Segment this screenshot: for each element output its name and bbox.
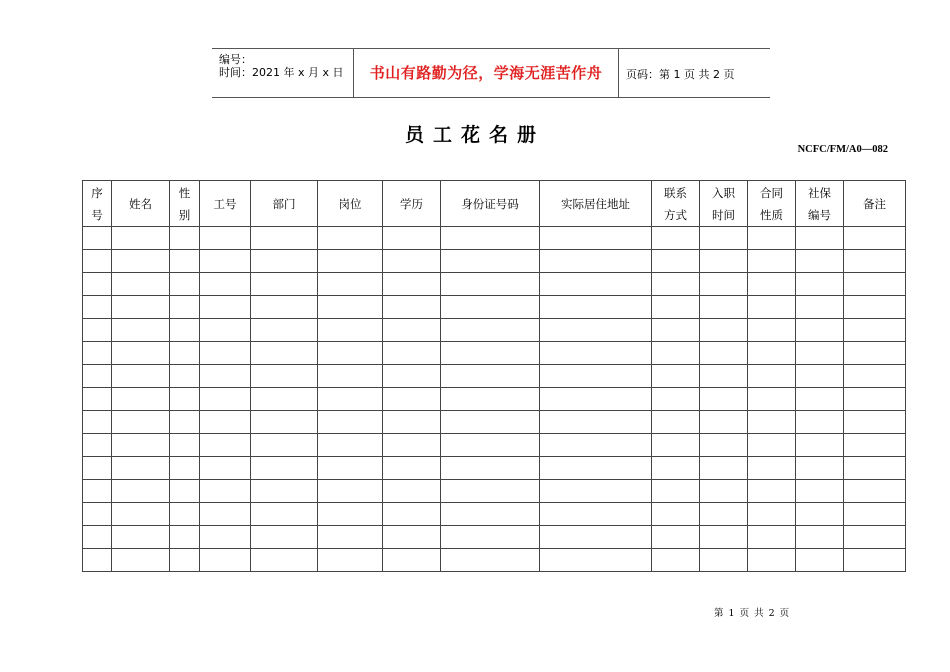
table-cell [652,319,700,342]
table-cell [318,434,383,457]
table-cell [441,296,540,319]
table-cell [251,319,318,342]
table-cell [251,227,318,250]
table-body [83,227,906,572]
table-cell [796,411,844,434]
table-cell [540,365,652,388]
table-cell [748,273,796,296]
table-cell [170,296,200,319]
table-cell [748,526,796,549]
table-cell [83,480,112,503]
table-cell [318,503,383,526]
employee-roster-table [82,180,906,572]
table-cell [200,342,251,365]
table-cell [200,273,251,296]
table-row [83,273,906,296]
table-cell [112,388,170,411]
table-cell [652,480,700,503]
table-cell [844,457,906,480]
table-cell [112,342,170,365]
table-cell [700,480,748,503]
table-cell [844,434,906,457]
table-cell [796,388,844,411]
table-cell [383,411,441,434]
table-cell [251,434,318,457]
table-cell [441,526,540,549]
table-cell [383,273,441,296]
page-title: 员工花名册 [404,124,545,146]
table-cell [844,342,906,365]
table-cell [796,227,844,250]
table-cell [200,434,251,457]
column-header: 入职 时间 [700,181,748,227]
table-cell [318,227,383,250]
table-cell [652,388,700,411]
table-cell [700,434,748,457]
table-cell [700,526,748,549]
table-cell [83,250,112,273]
table-cell [748,457,796,480]
column-header: 身份证号码 [441,181,540,227]
table-cell [652,273,700,296]
table-cell [318,296,383,319]
table-cell [652,342,700,365]
table-cell [652,549,700,572]
table-row [83,503,906,526]
table-cell [318,480,383,503]
table-cell [540,549,652,572]
table-cell [441,480,540,503]
table-cell [318,273,383,296]
table-cell [540,273,652,296]
table-cell [112,526,170,549]
column-header: 学历 [383,181,441,227]
table-cell [200,549,251,572]
header-page-label: 页码：第 1 页 共 2 页 [626,68,735,81]
table-cell [251,296,318,319]
table-row [83,342,906,365]
column-header: 姓名 [112,181,170,227]
table-cell [170,273,200,296]
table-cell [318,457,383,480]
table-cell [251,411,318,434]
table-cell [700,250,748,273]
table-cell [441,457,540,480]
table-cell [748,480,796,503]
table-cell [540,342,652,365]
table-cell [748,319,796,342]
table-cell [796,434,844,457]
table-row [83,227,906,250]
table-cell [318,342,383,365]
table-cell [441,411,540,434]
table-cell [170,319,200,342]
table-cell [796,250,844,273]
table-cell [112,434,170,457]
table-row [83,480,906,503]
table-cell [652,457,700,480]
table-cell [318,319,383,342]
table-cell [83,526,112,549]
table-cell [112,319,170,342]
table-cell [251,503,318,526]
table-cell [383,296,441,319]
column-header: 岗位 [318,181,383,227]
table-cell [700,342,748,365]
table-cell [844,365,906,388]
table-cell [540,457,652,480]
table-cell [251,480,318,503]
column-header: 性 别 [170,181,200,227]
column-header: 合同 性质 [748,181,796,227]
table-cell [83,503,112,526]
table-cell [796,526,844,549]
table-cell [318,526,383,549]
table-cell [796,319,844,342]
table-cell [200,250,251,273]
table-cell [383,434,441,457]
table-cell [700,503,748,526]
table-cell [251,250,318,273]
document-number-label: 编号： [219,53,252,66]
table-cell [383,365,441,388]
table-row [83,457,906,480]
table-cell [170,250,200,273]
table-cell [170,365,200,388]
table-cell [83,342,112,365]
table-cell [200,388,251,411]
table-cell [170,457,200,480]
table-cell [112,411,170,434]
document-header [212,48,770,98]
table-cell [83,296,112,319]
form-code: NCFC/FM/A0—082 [797,144,888,155]
table-cell [796,273,844,296]
table-cell [83,388,112,411]
table-cell [748,503,796,526]
table-cell [83,365,112,388]
table-cell [796,549,844,572]
table-cell [170,411,200,434]
table-cell [383,250,441,273]
table-cell [200,227,251,250]
table-cell [112,457,170,480]
table-cell [748,365,796,388]
table-header-row [83,181,906,227]
table-cell [540,227,652,250]
table-cell [251,342,318,365]
document-date-label: 时间：2021 年 x 月 x 日 [219,66,344,79]
table-cell [251,526,318,549]
table-cell [170,503,200,526]
table-cell [170,526,200,549]
table-cell [700,227,748,250]
table-cell [700,273,748,296]
table-cell [83,411,112,434]
table-cell [170,434,200,457]
table-cell [844,273,906,296]
table-cell [318,365,383,388]
table-cell [112,365,170,388]
table-cell [844,250,906,273]
table-cell [383,227,441,250]
table-cell [441,227,540,250]
table-cell [170,342,200,365]
page-footer: 第 1 页 共 2 页 [714,608,791,619]
table-cell [652,411,700,434]
table-row [83,319,906,342]
table-cell [700,365,748,388]
table-cell [652,227,700,250]
table-cell [748,388,796,411]
table-row [83,388,906,411]
table-cell [748,549,796,572]
table-cell [540,388,652,411]
table-cell [83,273,112,296]
header-meta-cell [212,49,354,97]
table-cell [83,434,112,457]
table-cell [200,503,251,526]
table-cell [540,503,652,526]
table-cell [700,388,748,411]
table-cell [200,296,251,319]
table-cell [441,503,540,526]
table-row [83,250,906,273]
table-cell [748,434,796,457]
table-cell [200,319,251,342]
table-cell [251,549,318,572]
table-cell [844,411,906,434]
table-cell [383,526,441,549]
header-motto: 书山有路勤为径，学海无涯苦作舟 [354,49,619,97]
table-cell [540,480,652,503]
table-cell [251,273,318,296]
table-cell [83,457,112,480]
table-cell [652,434,700,457]
table-cell [748,250,796,273]
table-cell [83,319,112,342]
table-cell [700,411,748,434]
table-cell [383,549,441,572]
table-cell [441,365,540,388]
column-header: 备注 [844,181,906,227]
table-cell [170,227,200,250]
table-cell [251,457,318,480]
table-cell [112,250,170,273]
table-cell [700,549,748,572]
table-cell [700,296,748,319]
table-cell [748,296,796,319]
table-cell [796,365,844,388]
table-cell [83,549,112,572]
table-cell [200,411,251,434]
table-cell [441,319,540,342]
table-cell [540,411,652,434]
table-cell [844,480,906,503]
table-cell [796,296,844,319]
table-cell [383,480,441,503]
table-cell [652,250,700,273]
table-cell [540,250,652,273]
table-cell [441,549,540,572]
table-cell [844,503,906,526]
table-cell [844,296,906,319]
column-header: 社保 编号 [796,181,844,227]
column-header: 工号 [200,181,251,227]
table-cell [170,480,200,503]
table-cell [383,457,441,480]
table-cell [251,388,318,411]
table-cell [112,549,170,572]
table-cell [251,365,318,388]
table-cell [383,319,441,342]
table-cell [652,365,700,388]
table-cell [844,526,906,549]
table-cell [112,296,170,319]
table-cell [844,388,906,411]
table-row [83,526,906,549]
table-cell [170,388,200,411]
table-cell [540,526,652,549]
table-cell [652,296,700,319]
table-cell [441,250,540,273]
table-cell [112,503,170,526]
table-cell [83,227,112,250]
table-cell [540,434,652,457]
table-cell [170,549,200,572]
table-cell [200,480,251,503]
table-cell [112,480,170,503]
table-cell [748,411,796,434]
table-cell [200,457,251,480]
table-cell [540,319,652,342]
table-row [83,296,906,319]
table-row [83,365,906,388]
table-cell [383,388,441,411]
table-cell [441,273,540,296]
table-cell [441,342,540,365]
table-cell [748,342,796,365]
table-cell [796,342,844,365]
table-cell [112,273,170,296]
table-cell [700,319,748,342]
table-cell [318,388,383,411]
table-cell [796,457,844,480]
table-row [83,411,906,434]
table-cell [540,296,652,319]
table-cell [441,434,540,457]
table-cell [844,319,906,342]
table-cell [652,503,700,526]
table-row [83,549,906,572]
table-cell [652,526,700,549]
column-header: 序 号 [83,181,112,227]
table-cell [318,411,383,434]
table-cell [796,480,844,503]
table-cell [200,526,251,549]
table-cell [700,457,748,480]
column-header: 部门 [251,181,318,227]
table-cell [383,503,441,526]
table-cell [112,227,170,250]
table-cell [383,342,441,365]
table-row [83,434,906,457]
table-cell [748,227,796,250]
column-header: 实际居住地址 [540,181,652,227]
table-cell [796,503,844,526]
table-cell [844,549,906,572]
table-cell [318,549,383,572]
table-cell [441,388,540,411]
table-cell [200,365,251,388]
column-header: 联系 方式 [652,181,700,227]
table-cell [844,227,906,250]
table-cell [318,250,383,273]
